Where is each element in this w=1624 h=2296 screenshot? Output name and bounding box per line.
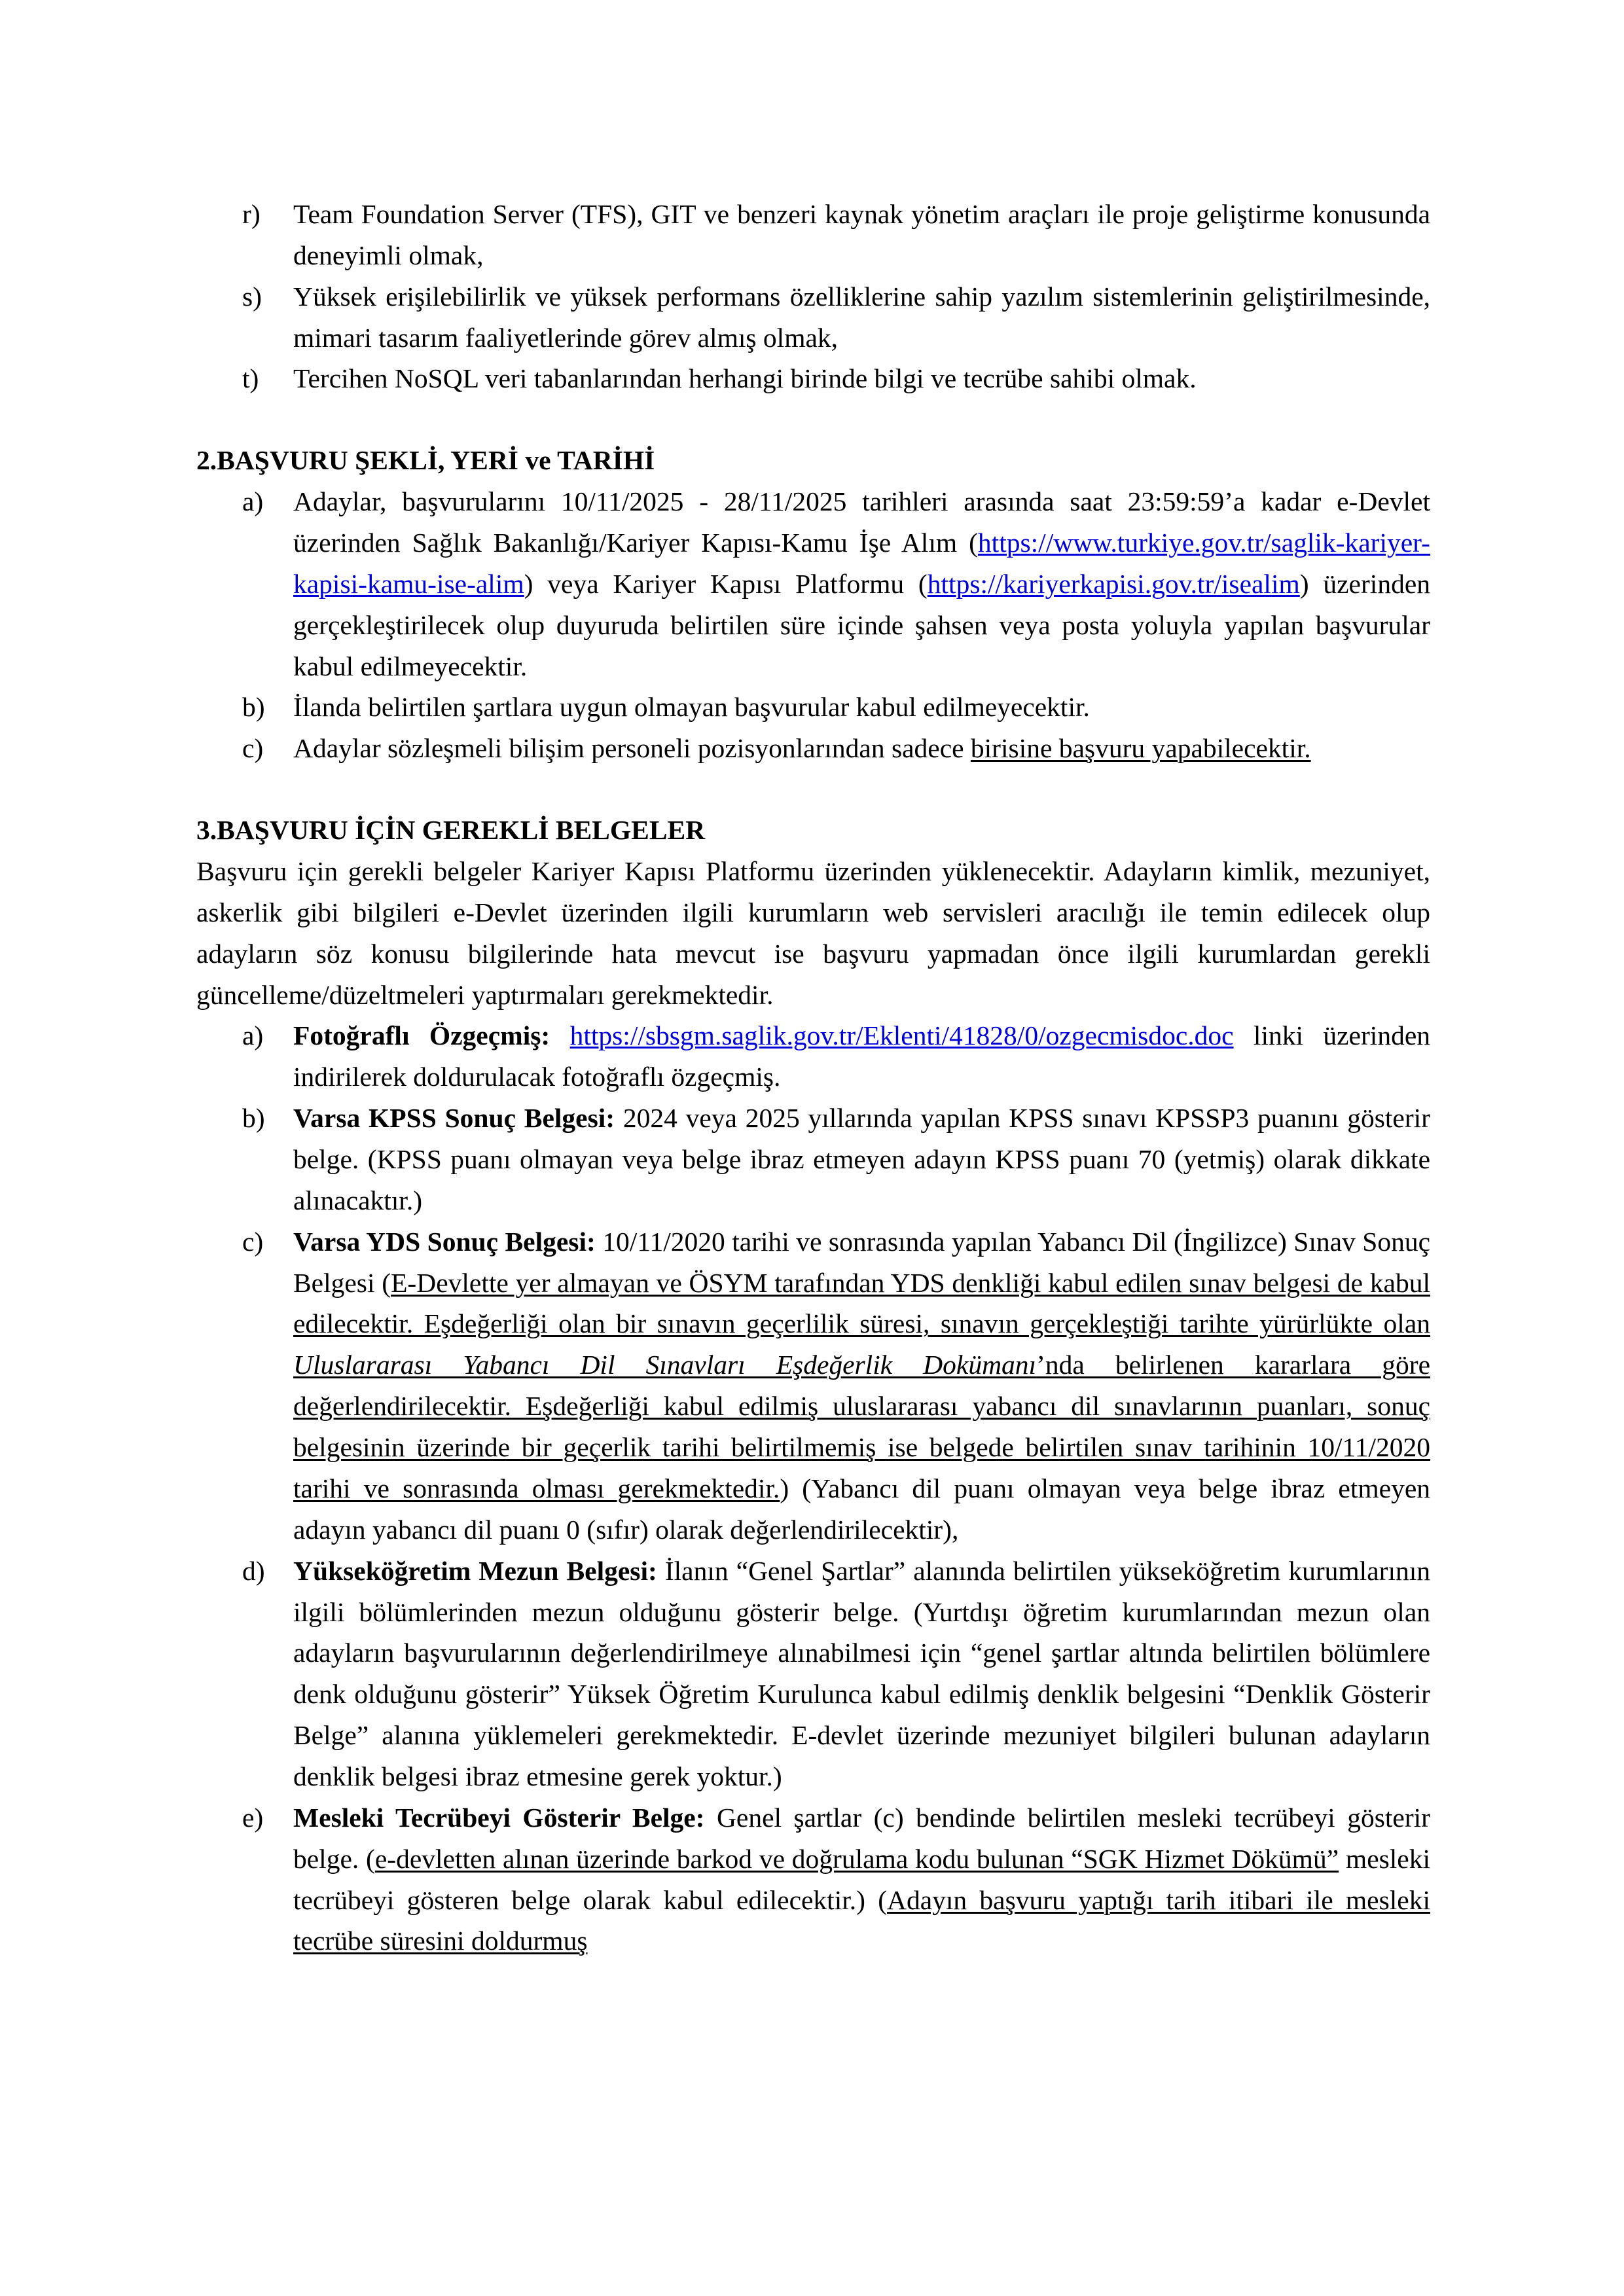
text-run: İlanın “Genel Şartlar” alanında belirtilen yükseköğretim kurumlarının ilgili bölümlerinden mezun olduğunu gösterir belge. (Yurtdışı öğretim kurumlarından mezun olan adayların başvurularının değerlendirilmeye alınabilmesi için “genel şartlar altında belirtilen bölümlere denk olduğunu gösterir” Yüksek Öğretim Kurulunca kabul edilmiş denklik belgesini “Denklik Gösterir Belge” alanına yüklemeleri gerekmektedir. E-devlet üzerinde mezuniyet bilgileri bulunan adayların denklik belgesi ibraz etmesine gerek yoktur.) xyxy=(293,1555,1431,1791)
list-item-text xyxy=(293,1797,1430,1962)
emphasis-underlined-italic: Uluslararası Yabancı Dil Sınavları Eşdeğerlik Dokümanı xyxy=(293,1350,1037,1380)
list-marker: s) xyxy=(242,281,262,312)
text-run: Adaylar, başvurularını 10/11/2025 - 28/11/2025 tarihleri arasında saat 23:59:59’a kadar e-Devlet üzerinden Sağlık Bakanlığı/Kariyer Kapısı-Kamu İşe Alım ( xyxy=(293,486,1430,558)
text-run: ) (Yabancı dil puanı olmayan veya belge ibraz etmeyen adayın yabancı dil puanı 0 (sıfır) olarak değerlendirilecektir), xyxy=(293,1473,1430,1545)
list-marker: b) xyxy=(242,1103,265,1134)
kariyerkapisi-link[interactable]: https://kariyerkapisi.gov.tr/isealim xyxy=(927,568,1300,599)
text-run: 10/11/2020 tarihi ve sonrasında yapılan Yabancı Dil (İngilizce) Sınav Sonuç Belgesi ( xyxy=(293,1226,1431,1298)
section-3-heading: 3.BAŞVURU İÇİN GEREKLİ BELGELER xyxy=(196,815,706,846)
list-marker: b) xyxy=(242,692,265,723)
text-run: ) üzerinden gerçekleştirilecek olup duyuruda belirtilen süre içinde şahsen veya posta yoluyla yapılan başvurular kabul edilmeyecektir. xyxy=(293,568,1430,681)
text-run: 2024 veya 2025 yıllarında yapılan KPSS sınavı KPSSP3 puanını gösterir belge. (KPSS puanı olmayan veya belge ibraz etmeyen adayın KPSS puanı 70 (yetmiş) olarak dikkate alınacaktır.) xyxy=(293,1103,1431,1215)
section-2-list xyxy=(196,481,1430,769)
list-item xyxy=(196,1098,1430,1221)
list-marker: c) xyxy=(242,1226,264,1257)
text-run: linki üzerinden indirilerek doldurulacak fotoğraflı özgeçmiş. xyxy=(293,1020,1430,1092)
list-item-text: İlanda belirtilen şartlara uygun olmayan başvurular kabul edilmeyecektir. xyxy=(293,692,1090,723)
general-conditions-list xyxy=(196,194,1430,399)
list-item-text xyxy=(293,1221,1430,1551)
list-item-text: Yüksek erişilebilirlik ve yüksek performans özelliklerine sahip yazılım sistemlerinin geliştirilmesinde, mimari tasarım faaliyetlerinde görev almış olmak, xyxy=(293,281,1430,353)
list-item-text xyxy=(293,1098,1430,1221)
list-item xyxy=(196,1551,1430,1797)
text-run xyxy=(550,1020,569,1050)
list-item-text xyxy=(293,481,1430,687)
section-2-heading: 2.BAŞVURU ŞEKLİ, YERİ ve TARİHİ xyxy=(196,445,655,476)
list-marker: a) xyxy=(242,486,264,517)
section-3-intro-paragraph: Başvuru için gerekli belgeler Kariyer Kapısı Platformu üzerinden yüklenecektir. Adayların kimlik, mezuniyet, askerlik gibi bilgileri e-Devlet üzerinden ilgili kurumların web servisleri aracılığı ile temin edilecek olup adayların söz konusu bilgilerinde hata mevcut ise başvuru yapmadan önce ilgili kurumlardan gerekli güncelleme/düzeltmeleri yaptırmaları gerekmektedir. xyxy=(196,856,1430,1010)
text-run: ) veya Kariyer Kapısı Platformu ( xyxy=(524,568,928,599)
list-item xyxy=(196,358,1430,399)
item-bold-label: Mesleki Tecrübeyi Gösterir Belge: xyxy=(293,1802,705,1833)
list-item-text xyxy=(293,728,1430,769)
list-marker: d) xyxy=(242,1555,265,1586)
turkiye-gov-tr-link[interactable]: https://www.turkiye.gov.tr/saglik-kariyer-kapisi-kamu-ise-alim xyxy=(293,528,1430,599)
item-bold-label: Fotoğraflı Özgeçmiş: xyxy=(293,1020,550,1051)
list-item xyxy=(196,481,1430,687)
list-item xyxy=(196,728,1430,769)
emphasis-underlined: e-devletten alınan üzerinde barkod ve doğrulama kodu bulunan “SGK Hizmet Dökümü” xyxy=(374,1843,1339,1874)
text-run: Genel şartlar (c) bendinde belirtilen mesleki tecrübeyi gösterir belge. ( xyxy=(293,1802,1430,1874)
item-bold-label: Varsa YDS Sonuç Belgesi: xyxy=(293,1226,596,1257)
emphasis-underlined: birisine başvuru yapabilecektir. xyxy=(970,733,1311,764)
list-item-text xyxy=(293,1015,1430,1098)
section-3-list xyxy=(196,1015,1430,1962)
text-run: mesleki tecrübeyi gösteren belge olarak kabul edilecektir.) ( xyxy=(293,1843,1430,1915)
item-bold-label: Yükseköğretim Mezun Belgesi: xyxy=(293,1555,657,1586)
list-item-text: Tercihen NoSQL veri tabanlarından herhangi birinde bilgi ve tecrübe sahibi olmak. xyxy=(293,363,1197,394)
list-marker: t) xyxy=(242,363,259,394)
item-bold-label: Varsa KPSS Sonuç Belgesi: xyxy=(293,1103,615,1134)
list-item xyxy=(196,276,1430,359)
ozgecmis-doc-link[interactable]: https://sbsgm.saglik.gov.tr/Eklenti/41828/0/ozgecmisdoc.doc xyxy=(569,1020,1234,1051)
list-item xyxy=(196,1015,1430,1098)
list-marker: e) xyxy=(242,1802,264,1833)
list-marker: a) xyxy=(242,1020,264,1051)
section-spacer xyxy=(196,769,1430,810)
list-item xyxy=(196,1221,1430,1551)
emphasis-underlined: Adayın başvuru yaptığı tarih itibari ile mesleki tecrübe süresini doldurmuş xyxy=(293,1884,1430,1956)
document-body xyxy=(196,194,1430,1962)
emphasis-underlined: E-Devlette yer almayan ve ÖSYM tarafından YDS denkliği kabul edilen sınav belgesi de kabul edilecektir. Eşdeğerliği olan bir sınavın geçerlilik süresi, sınavın gerçekleştiği tarihte yürürlükte olan xyxy=(293,1267,1430,1339)
list-item xyxy=(196,687,1430,728)
list-marker: c) xyxy=(242,733,264,764)
emphasis-underlined: ’nda belirlenen kararlara göre değerlendirilecektir. Eşdeğerliği kabul edilmiş uluslararası yabancı dil sınavlarının puanları, sonuç belgesinin üzerinde bir geçerlik tarihi belirtilmemiş ise belgede belirtilen sınav tarihinin 10/11/2020 tarihi ve sonrasında olması gerekmektedir. xyxy=(293,1350,1430,1503)
list-item xyxy=(196,194,1430,276)
list-item xyxy=(196,1797,1430,1962)
list-item-text xyxy=(293,1551,1430,1797)
list-marker: r) xyxy=(242,199,261,229)
list-item-text: Team Foundation Server (TFS), GIT ve benzeri kaynak yönetim araçları ile proje geliştirme konusunda deneyimli olmak, xyxy=(293,199,1430,270)
section-spacer xyxy=(196,399,1430,440)
text-run: Adaylar sözleşmeli bilişim personeli pozisyonlarından sadece xyxy=(293,733,971,764)
